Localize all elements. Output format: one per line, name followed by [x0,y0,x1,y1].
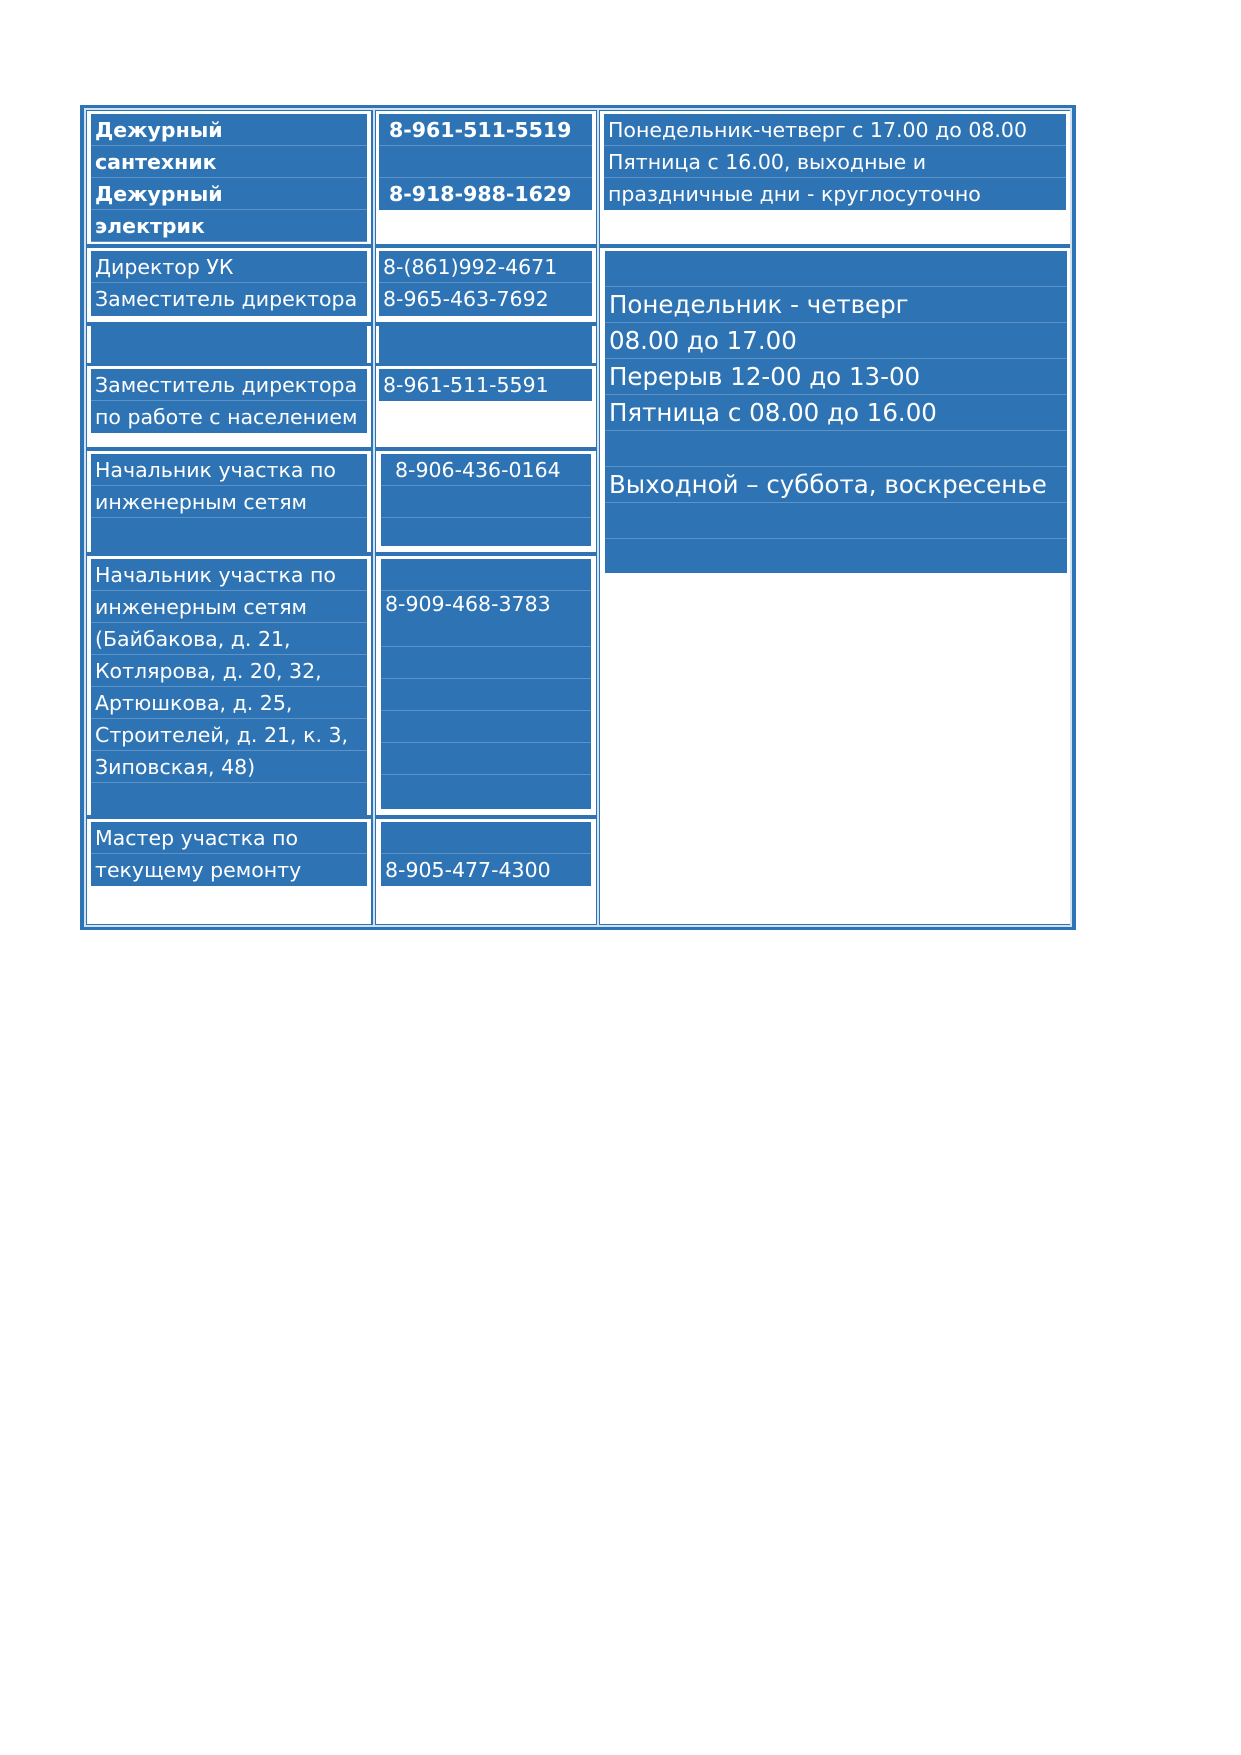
phone-number: 8-(861)992-4671 [379,251,592,283]
position-text: сантехник [91,146,367,178]
schedule-text [605,539,1067,573]
position-text: Начальник участка по [91,559,367,591]
schedule-text [605,251,1067,287]
phone-number [381,775,591,807]
schedule-text: 08.00 до 17.00 [605,323,1067,359]
position-text: инженерным сетям [91,486,367,518]
position-text [91,518,367,550]
table-border-bottom [84,925,1072,927]
table-border-top [84,108,1072,110]
schedule-text [605,431,1067,467]
position-text: Директор УК [91,251,367,283]
table-border-right [1070,108,1072,927]
schedule-text: Пятница с 08.00 до 16.00 [605,395,1067,431]
position-text: Дежурный [91,178,367,210]
cell-phone-duty [376,111,596,244]
position-text: Заместитель директора [91,369,367,401]
schedule-text: Пятница с 16.00, выходные и [604,146,1066,178]
phone-number [379,146,592,178]
position-text: Заместитель директора [95,287,358,311]
phone-number [381,679,591,711]
position-text: текущему ремонту [95,858,302,882]
phone-number: 8-905-477-4300 [385,858,551,882]
position-text: Зиповская, 48) [91,751,367,783]
cell-position-head-engineering-1 [87,451,371,552]
phone-number: 8-965-463-7692 [383,287,549,311]
table-border-left [84,108,86,927]
phone-number [381,711,591,743]
cell-position-duty [87,111,371,244]
position-text: Котлярова, д. 20, 32, [91,655,367,687]
phone-number: 8-906-436-0164 [381,454,591,486]
position-text: электрик [91,210,367,242]
position-text [91,326,367,358]
cell-position-repair-master [87,819,371,924]
position-text: Артюшкова, д. 25, [91,687,367,719]
cell-phone-deputy-population [376,366,596,447]
cell-phone-head-engineering-2 [376,556,596,815]
cell-schedule-duty [600,111,1070,244]
position-text [91,783,367,815]
phone-number [379,326,592,358]
schedule-text: Перерыв 12-00 до 13-00 [605,359,1067,395]
schedule-text: Выходной – суббота, воскресенье [605,467,1067,503]
position-text: инженерным сетям [91,591,367,623]
cell-phone-director [376,248,596,322]
schedule-text [605,503,1067,539]
phone-number [381,486,591,518]
cell-office-schedule [600,248,1070,924]
column-divider-2 [597,108,599,927]
schedule-text: Понедельник - четверг [605,287,1067,323]
phone-number: 8-918-988-1629 [389,182,572,206]
schedule-text: праздничные дни - круглосуточно [608,182,981,206]
phone-number: 8-961-511-5519 [379,114,592,146]
cell-position-deputy-population [87,366,371,447]
phone-number [381,647,591,679]
position-text: (Байбакова, д. 21, [91,623,367,655]
phone-number: 8-961-511-5591 [383,373,549,397]
phone-number [381,743,591,775]
schedule-text: Понедельник-четверг с 17.00 до 08.00 [604,114,1066,146]
phone-number [381,822,591,854]
cell-position-head-engineering-2 [87,556,371,815]
phone-number [381,518,591,546]
cell-phone-repair-master [376,819,596,924]
column-divider-1 [373,108,375,927]
cell-position-empty [87,326,371,363]
position-text: Дежурный [91,114,367,146]
cell-phone-head-engineering-1 [376,451,596,552]
position-text: Строителей, д. 21, к. 3, [91,719,367,751]
position-text: Начальник участка по [91,454,367,486]
position-text: Мастер участка по [91,822,367,854]
phone-number [381,559,591,591]
phone-number: 8-909-468-3783 [381,589,591,647]
position-text: по работе с населением [95,405,358,429]
cell-position-director [87,248,371,322]
cell-phone-empty [376,326,596,363]
